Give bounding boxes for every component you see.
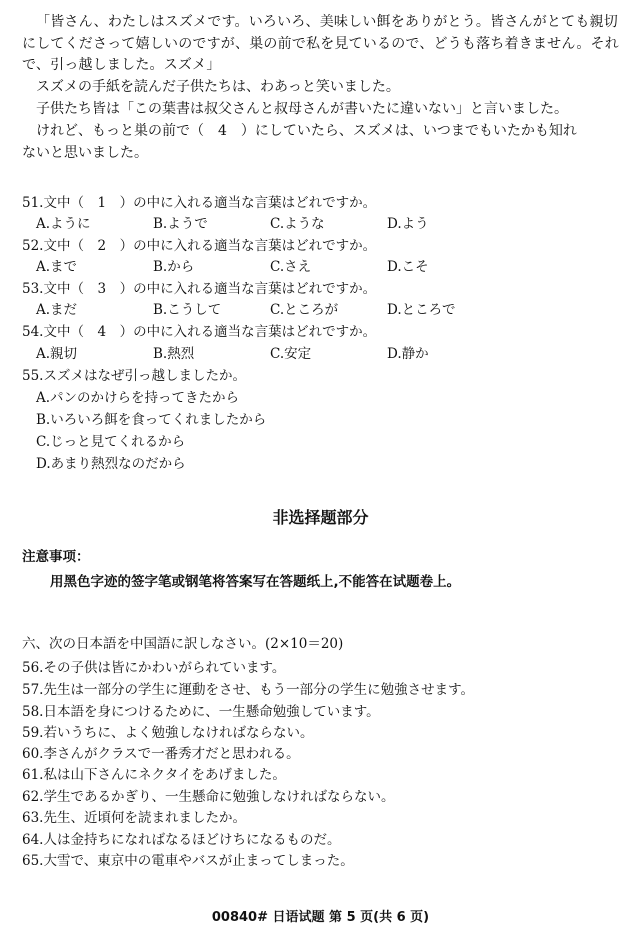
- translation-item: 59.若いうちに、よく勉強しなければならない。: [22, 725, 314, 741]
- option-b: B.ようで: [153, 216, 208, 232]
- question-text: 文中（ 4 ）の中に入れる適当な言葉はどれですか。: [43, 324, 377, 340]
- question-text: 文中（ 1 ）の中に入れる適当な言葉はどれですか。: [43, 195, 377, 211]
- question-53-options: [36, 298, 504, 318]
- page-footer: 00840# 日语试题 第 5 页(共 6 页): [211, 910, 430, 925]
- question-54-options: [36, 342, 504, 362]
- translation-item: 62.学生であるかぎり、一生懸命に勉強しなければならない。: [22, 789, 395, 805]
- option-c: C.ような: [270, 216, 325, 232]
- notice-title: 注意事项：: [22, 549, 90, 565]
- option-d: D.こそ: [387, 259, 429, 275]
- question-53: [22, 277, 376, 297]
- q55-option-c: C.じっと見てくれるから: [36, 434, 186, 450]
- q55-option-b: B.いろいろ餌を食ってくれましたから: [36, 412, 267, 428]
- option-b: B.こうして: [153, 302, 222, 318]
- translation-item: 61.私は山下さんにネクタイをあげました。: [22, 767, 286, 783]
- passage-paragraph-1: 「皆さん、わたしはスズメです。いろいろ、美味しい餌をありがとう。皆さんがとても親切にしてくださって嬉しいのですが、巣の前で私を見ているので、どうも落ち着きません。それで、引っ越しました。スズメ」: [22, 14, 619, 73]
- translation-item: 57.先生は一部分の学生に運動をさせ、もう一部分の学生に勉強させます。: [22, 682, 474, 698]
- option-c: C.ところが: [270, 302, 339, 318]
- option-b: B.熱烈: [153, 346, 195, 362]
- question-number: 52.: [22, 238, 44, 254]
- passage-paragraph-4-line-1: けれど、もっと巣の前で（ 4 ）にしていたら、スズメは、いつまでもいたかも知れ: [36, 123, 577, 139]
- section-6-heading: 六、次の日本語を中国語に訳しなさい。(2×10＝20): [22, 636, 344, 652]
- translation-item: 64.人は金持ちになればなるほどけちになるものだ。: [22, 832, 341, 848]
- notice-body: 用黑色字迹的签字笔或钢笔将答案写在答题纸上,不能答在试题卷上。: [50, 574, 461, 590]
- option-d: D.ところで: [387, 302, 456, 318]
- question-number: 54.: [22, 324, 44, 340]
- q55-option-d: D.あまり熱烈なのだから: [36, 456, 186, 472]
- q55-option-a: A.パンのかけらを持ってきたから: [36, 390, 240, 406]
- translation-item: 60.李さんがクラスで一番秀才だと思われる。: [22, 746, 300, 762]
- option-c: C.さえ: [270, 259, 312, 275]
- option-b: B.から: [153, 259, 195, 275]
- translation-item: 58.日本語を身につけるために、一生懸命勉強しています。: [22, 704, 380, 720]
- option-d: D.静か: [387, 346, 429, 362]
- section-title: 非选择题部分: [272, 508, 369, 527]
- question-text: 文中（ 3 ）の中に入れる適当な言葉はどれですか。: [43, 281, 377, 297]
- question-52: [22, 234, 376, 254]
- translation-item: 65.大雪で、東京中の電車やバスが止まってしまった。: [22, 853, 354, 869]
- question-number: 53.: [22, 281, 44, 297]
- option-a: A.まだ: [36, 302, 78, 318]
- question-text: 文中（ 2 ）の中に入れる適当な言葉はどれですか。: [43, 238, 377, 254]
- question-number: 51.: [22, 195, 44, 211]
- question-51: [22, 191, 376, 211]
- passage-paragraph-3: 子供たち皆は「この葉書は叔父さんと叔母さんが書いたに違いない」と言いました。: [36, 101, 568, 117]
- passage-paragraph-2: スズメの手紙を読んだ子供たちは、わあっと笑いました。: [36, 79, 400, 95]
- passage-paragraph-4-line-2: ないと思いました。: [22, 145, 148, 161]
- option-a: A.親切: [36, 346, 78, 362]
- question-52-options: [36, 255, 504, 275]
- option-a: A.ように: [36, 216, 91, 232]
- question-51-options: [36, 212, 504, 232]
- translation-item: 56.その子供は皆にかわいがられています。: [22, 660, 286, 676]
- option-c: C.安定: [270, 346, 312, 362]
- question-54: [22, 320, 376, 340]
- option-a: A.まで: [36, 259, 78, 275]
- question-55: 55.スズメはなぜ引っ越しましたか。: [22, 368, 246, 384]
- option-d: D.よう: [387, 216, 429, 232]
- translation-item: 63.先生、近頃何を読まれましたか。: [22, 810, 246, 826]
